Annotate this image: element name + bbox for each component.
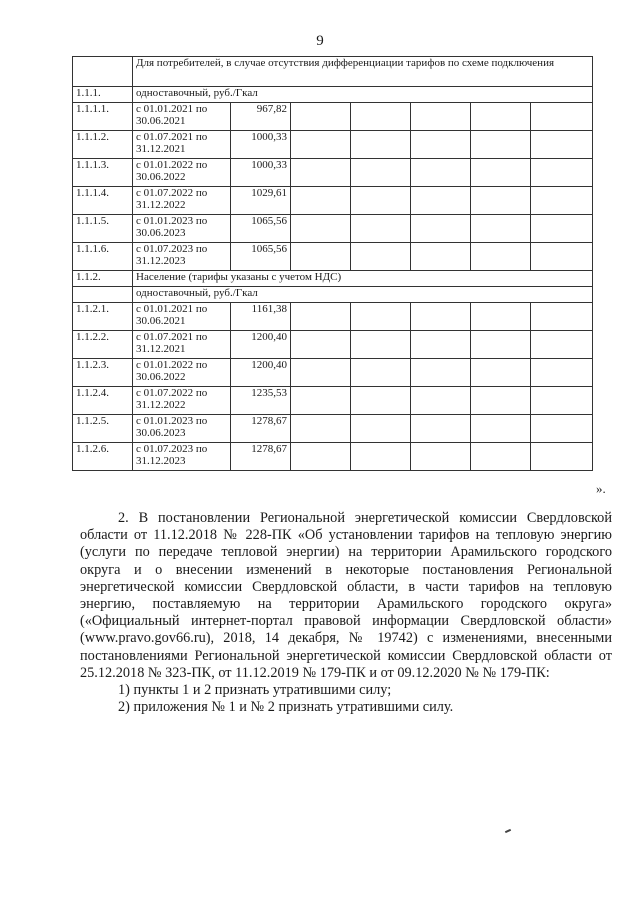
table-cell: с 01.07.2023 по 31.12.2023: [133, 443, 231, 471]
empty-cell: [291, 215, 351, 243]
table-cell: 1.1.2.: [73, 271, 133, 287]
table-cell: с 01.07.2021 по 31.12.2021: [133, 131, 231, 159]
empty-cell: [531, 103, 593, 131]
table-row: [73, 359, 593, 387]
table-cell: с 01.07.2021 по 31.12.2021: [133, 331, 231, 359]
empty-cell: [411, 159, 471, 187]
empty-cell: [411, 243, 471, 271]
empty-cell: [73, 57, 133, 87]
empty-cell: [351, 215, 411, 243]
empty-cell: [471, 303, 531, 331]
empty-cell: [531, 387, 593, 415]
table-cell: 1.1.2.6.: [73, 443, 133, 471]
table-cell: 1.1.1.: [73, 87, 133, 103]
empty-cell: [531, 331, 593, 359]
closing-quote: ».: [596, 481, 606, 496]
empty-cell: [291, 159, 351, 187]
empty-cell: [291, 103, 351, 131]
empty-cell: [471, 159, 531, 187]
table-cell: с 01.01.2022 по 30.06.2022: [133, 159, 231, 187]
table-row: [73, 243, 593, 271]
table-cell: с 01.07.2022 по 31.12.2022: [133, 187, 231, 215]
empty-cell: [351, 187, 411, 215]
table-cell: 1.1.1.1.: [73, 103, 133, 131]
empty-cell: [351, 103, 411, 131]
empty-cell: [411, 131, 471, 159]
table-cell: 1.1.1.4.: [73, 187, 133, 215]
table-row: [73, 287, 593, 303]
table-row: [73, 387, 593, 415]
table-cell: 1.1.2.4.: [73, 387, 133, 415]
empty-cell: [291, 331, 351, 359]
empty-cell: [471, 359, 531, 387]
page-number: 9: [316, 33, 324, 49]
table-cell: 1.1.2.5.: [73, 415, 133, 443]
table-cell: Население (тарифы указаны с учетом НДС): [133, 271, 593, 287]
empty-cell: [471, 131, 531, 159]
empty-cell: [531, 443, 593, 471]
empty-cell: [291, 303, 351, 331]
list-item-1: 1) пункты 1 и 2 признать утратившими силу;: [118, 682, 392, 699]
empty-cell: [291, 387, 351, 415]
table-cell: 1.1.1.3.: [73, 159, 133, 187]
empty-cell: [531, 303, 593, 331]
table-cell: 1278,67: [231, 443, 291, 471]
empty-cell: [411, 303, 471, 331]
empty-cell: [351, 331, 411, 359]
table-cell: с 01.01.2023 по 30.06.2023: [133, 215, 231, 243]
table-cell: 1065,56: [231, 215, 291, 243]
table-cell: с 01.01.2022 по 30.06.2022: [133, 359, 231, 387]
table-row: [73, 187, 593, 215]
empty-cell: [471, 415, 531, 443]
table-row: [73, 215, 593, 243]
empty-cell: [531, 131, 593, 159]
empty-cell: [531, 187, 593, 215]
empty-cell: [471, 103, 531, 131]
table-cell: 1000,33: [231, 131, 291, 159]
table-cell: с 01.01.2021 по 30.06.2021: [133, 103, 231, 131]
empty-cell: [471, 387, 531, 415]
empty-cell: [471, 215, 531, 243]
table-row: [73, 103, 593, 131]
table-row: [73, 443, 593, 471]
empty-cell: [351, 387, 411, 415]
table-cell: 1000,33: [231, 159, 291, 187]
empty-cell: [411, 215, 471, 243]
empty-cell: [531, 243, 593, 271]
table-cell: 1.1.2.3.: [73, 359, 133, 387]
table-cell: 1278,67: [231, 415, 291, 443]
empty-cell: [411, 387, 471, 415]
table-cell: с 01.07.2022 по 31.12.2022: [133, 387, 231, 415]
empty-cell: [291, 131, 351, 159]
table-cell: 967,82: [231, 103, 291, 131]
table-row: [73, 271, 593, 287]
amendment-text: [80, 510, 612, 716]
table-cell: 1029,61: [231, 187, 291, 215]
empty-cell: [73, 287, 133, 303]
table-row: [73, 131, 593, 159]
table-row: [73, 331, 593, 359]
table-row: [73, 57, 593, 87]
table-cell: 1065,56: [231, 243, 291, 271]
empty-cell: [351, 443, 411, 471]
empty-cell: [291, 415, 351, 443]
empty-cell: [351, 359, 411, 387]
table-cell: 1200,40: [231, 331, 291, 359]
empty-cell: [411, 443, 471, 471]
table-cell: Для потребителей, в случае отсутствия дифференциации тарифов по схеме подключения: [133, 57, 593, 87]
empty-cell: [351, 415, 411, 443]
empty-cell: [411, 415, 471, 443]
amendment-paragraph: 2. В постановлении Региональной энергетической комиссии Свердловской области от 11.12.2018 № 228-ПК «Об установлении тарифов на тепловую энергию (услуги по передаче тепловой энергии) на территории Арамильского городского округа и о внесении изменений в некоторые постановления Региональной энергетической комиссии Свердловской области, в части тарифов на тепловую энергию, поставляемую на территории Арамильского городского округа» («Официальный интернет-портал правовой информации Свердловской области» (www.pravo.gov66.ru), 2018, 14 декабря, № 19742) с изменениями, внесенными постановлениями Региональной энергетической комиссии Свердловской области от 25.12.2018 № 323-ПК, от 11.12.2019 № 179-ПК и от 09.12.2020 № № 179-ПК:: [80, 510, 612, 681]
empty-cell: [291, 359, 351, 387]
empty-cell: [471, 187, 531, 215]
empty-cell: [531, 215, 593, 243]
table-cell: 1.1.1.6.: [73, 243, 133, 271]
empty-cell: [351, 303, 411, 331]
tariff-table: [72, 56, 593, 471]
table-cell: 1.1.2.1.: [73, 303, 133, 331]
table-cell: 1.1.1.5.: [73, 215, 133, 243]
list-item-2: 2) приложения № 1 и № 2 признать утратившими силу.: [118, 699, 454, 716]
table-cell: одноставочный, руб./Гкал: [133, 287, 593, 303]
empty-cell: [351, 243, 411, 271]
empty-cell: [291, 443, 351, 471]
empty-cell: [351, 131, 411, 159]
empty-cell: [531, 415, 593, 443]
empty-cell: [411, 103, 471, 131]
empty-cell: [471, 243, 531, 271]
empty-cell: [291, 243, 351, 271]
empty-cell: [471, 331, 531, 359]
empty-cell: [471, 443, 531, 471]
scan-mark: [505, 829, 511, 833]
table-cell: 1200,40: [231, 359, 291, 387]
table-cell: с 01.01.2021 по 30.06.2021: [133, 303, 231, 331]
table-cell: 1235,53: [231, 387, 291, 415]
table-cell: с 01.07.2023 по 31.12.2023: [133, 243, 231, 271]
table-cell: с 01.01.2023 по 30.06.2023: [133, 415, 231, 443]
table-cell: 1161,38: [231, 303, 291, 331]
table-cell: 1.1.2.2.: [73, 331, 133, 359]
empty-cell: [351, 159, 411, 187]
table-cell: 1.1.1.2.: [73, 131, 133, 159]
empty-cell: [531, 359, 593, 387]
empty-cell: [411, 359, 471, 387]
table-cell: одноставочный, руб./Гкал: [133, 87, 593, 103]
empty-cell: [411, 187, 471, 215]
table-row: [73, 303, 593, 331]
empty-cell: [291, 187, 351, 215]
table-row: [73, 415, 593, 443]
empty-cell: [411, 331, 471, 359]
table-row: [73, 159, 593, 187]
table-row: [73, 87, 593, 103]
empty-cell: [531, 159, 593, 187]
